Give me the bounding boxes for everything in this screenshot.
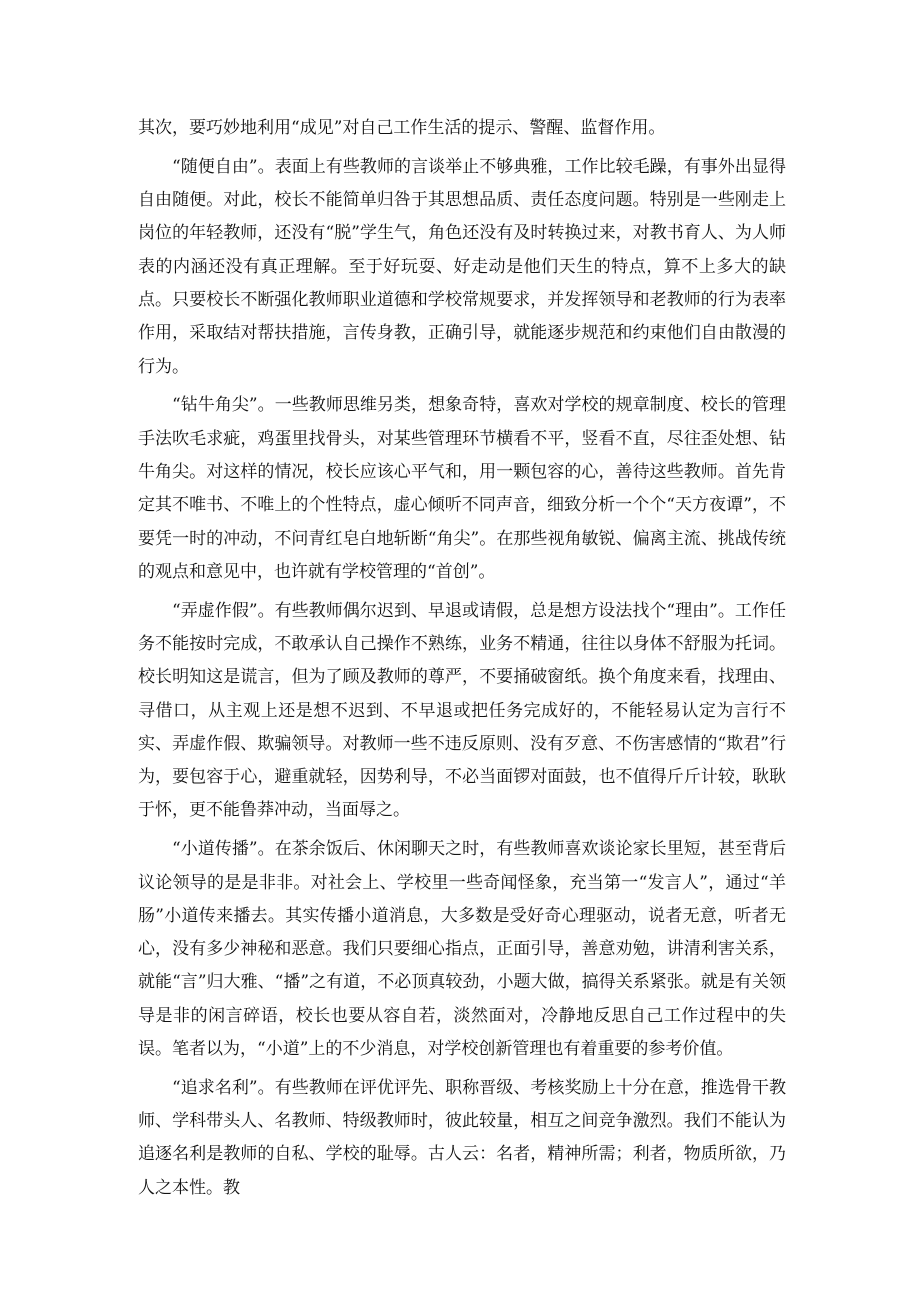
paragraph-casual-freedom: “随便自由”。表面上有些教师的言谈举止不够典雅，工作比较毛躁，有事外出显得自由随便。对此，校长不能简单归咎于其思想品质、责任态度问题。特别是一些刚走上岗位的年轻教师，还没有“脱”学生气，角色还没有及时转换过来，对教书育人、为人师表的内涵还没有真正理解。至于好玩耍、好走动是他们天生的特点，算不上多大的缺点。只要校长不断强化教师职业道德和学校常规要求，并发挥领导和老教师的行为表率作用，采取结对帮扶措施，言传身教，正确引导，就能逐步规范和约束他们自由散漫的行为。 (138, 156, 786, 377)
paragraph-nitpicking: “钻牛角尖”。一些教师思维另类，想象奇特，喜欢对学校的规章制度、校长的管理手法吹毛求疵，鸡蛋里找骨头，对某些管理环节横看不平，竖看不直，尽往歪处想、钻牛角尖。对这样的情况，校长应该心平气和，用一颗包容的心，善待这些教师。首先肯定其不唯书、不唯上的个性特点，虚心倾听不同声音，细致分析一个个“天方夜谭”，不要凭一时的冲动，不问青红皂白地斩断“角尖”。在那些视角敏锐、偏离主流、挑战传统的观点和意见中，也许就有学校管理的“首创”。 (138, 395, 786, 582)
paragraph-pretense: “弄虚作假”。有些教师偶尔迟到、早退或请假，总是想方设法找个“理由”。工作任务不能按时完成，不敢承认自己操作不熟练，业务不精通，往往以身体不舒服为托词。校长明知这是谎言，但为了顾及教师的尊严，不要捅破窗纸。换个角度来看，找理由、寻借口，从主观上还是想不迟到、不早退或把任务完成好的，不能轻易认定为言行不实、弄虚作假、欺骗领导。对教师一些不违反原则、没有歹意、不伤害感情的“欺君”行为，要包容于心，避重就轻，因势利导，不必当面锣对面鼓，也不值得斤斤计较，耿耿于怀，更不能鲁莽冲动，当面辱之。 (138, 600, 786, 821)
document-body (138, 112, 786, 1211)
paragraph-intro: 其次，要巧妙地利用“成见”对自己工作生活的提示、警醒、监督作用。 (138, 118, 666, 138)
paragraph-fame-pursuit: “追求名利”。有些教师在评优评先、职称晋级、考核奖励上十分在意，推选骨干教师、学科带头人、名教师、特级教师时，彼此较量，相互之间竞争激烈。我们不能认为追逐名利是教师的自私、学校的耻辱。古人云：名者，精神所需；利者，物质所欲，乃人之本性。教 (138, 1077, 786, 1198)
paragraph-gossip: “小道传播”。在茶余饭后、休闲聊天之时，有些教师喜欢谈论家长里短，甚至背后议论领导的是是非非。对社会上、学校里一些奇闻怪象，充当第一“发言人”，通过“羊肠”小道传来播去。其实传播小道消息，大多数是受好奇心理驱动，说者无意，听者无心，没有多少神秘和恶意。我们只要细心指点，正面引导，善意劝勉，讲清利害关系，就能“言”归大雅、“播”之有道，不必顶真较劲，小题大做，搞得关系紧张。就是有关领导是非的闲言碎语，校长也要从容自若，淡然面对，冷静地反思自己工作过程中的失误。笔者以为，“小道”上的不少消息，对学校创新管理也有着重要的参考价值。 (138, 839, 786, 1060)
